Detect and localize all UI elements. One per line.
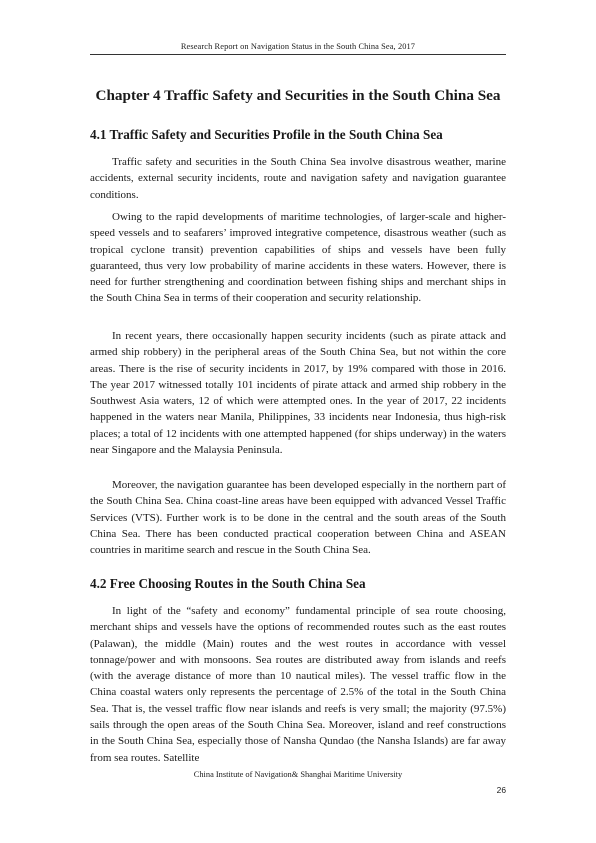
footer-institution: China Institute of Navigation& Shanghai Maritime University xyxy=(193,770,403,779)
body-paragraph: Moreover, the navigation guarantee has been developed especially in the northern part of the South China Sea. China coast-line areas have been equipped with advanced Vessel Traffic Services (VTS). Further work is to be done in the central and the south areas of the South China Sea. There has been conducted practical cooperation between China and ASEAN countries in maritime search and rescue in the South China Sea. xyxy=(90,479,506,557)
section-heading: 4.1 Traffic Safety and Securities Profile in the South China Sea xyxy=(90,127,443,142)
body-paragraph: In recent years, there occasionally happen security incidents (such as pirate attack and armed ship robbery) in the peripheral areas of the South China Sea, but not within the core areas. There is the rise of security incidents in 2017, by 19% compared with those in 2016. The year 2017 witnessed totally 101 incidents of pirate attack and armed ship robbery in the Southwest Asia waters, 12 of which were attempted ones. In the year of 2017, 22 incidents happened in the waters near Manila, Philippines, 33 incidents near Indonesia, thus high-risk places; a total of 12 incidents with one attempted happened (for ships underway) in the waters near Singapore and the Malaysia Peninsula. xyxy=(90,330,506,457)
body-paragraph: In light of the “safety and economy” fundamental principle of sea route choosing, merchant ships and vessels have the options of recommended routes such as the east routes (Palawan), the middle (Main) routes and the west routes in accordance with vessel tonnage/power and with monsoons. Sea routes are distributed away from islands and reefs (with the average distance of more than 10 nautical miles). The vessel traffic flow in the China coastal waters only represents the percentage of 2.5% of the total in the South China Sea. That is, the vessel traffic flow near islands and reefs is very small; the majority (97.5%) sails through the open areas of the South China Sea. Moreover, island and reef constructions in the South China Sea, especially those of Nansha Qundao (the Nansha Islands) are far away from sea routes. Satellite xyxy=(90,605,506,764)
body-paragraph: Owing to the rapid developments of maritime technologies, of larger-scale and higher-speed vessels and to seafarers’ improved integrative competence, disastrous weather (such as tropical cyclone transit) prevention capabilities of ships and vessels have been fully guaranteed, thus very low probability of marine accidents in these waters. However, there is need for further strengthening and coordination between fishing ships and merchant ships in the South China Sea in terms of their cooperation and security relationship. xyxy=(90,211,506,305)
running-header: Research Report on Navigation Status in the South China Sea, 2017 xyxy=(180,42,416,51)
header-rule xyxy=(90,54,506,55)
section-heading: 4.2 Free Choosing Routes in the South China Sea xyxy=(90,576,366,591)
page-number: 26 xyxy=(496,785,506,795)
chapter-title: Chapter 4 Traffic Safety and Securities in the South China Sea xyxy=(95,87,501,104)
body-paragraph: Traffic safety and securities in the South China Sea involve disastrous weather, marine accidents, external security incidents, route and navigation safety and navigation guarantee conditions. xyxy=(90,156,506,201)
